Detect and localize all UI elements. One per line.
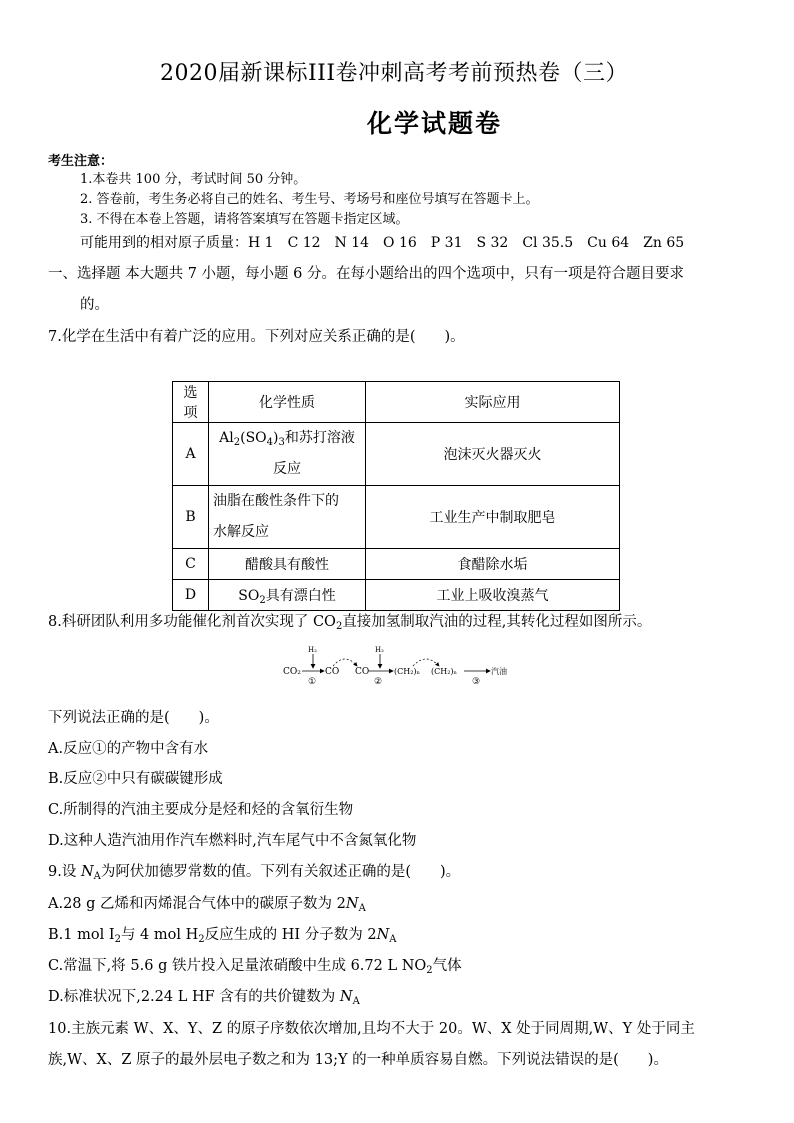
q9-option-c: C.常温下,将 5.6 g 铁片投入足量浓硝酸中生成 6.72 L $NO_2$气体 — [48, 958, 462, 976]
step-3-label: ③ — [472, 677, 481, 687]
table-row — [173, 549, 620, 580]
table-header: 实际应用 — [366, 382, 620, 423]
dashed-arc-2 — [413, 659, 439, 666]
q10-stem-line1: 10.主族元素 W、X、Y、Z 的原子序数依次增加,且均不大于 20。W、X 处于同周期,W、Y 处于同主 — [48, 1021, 695, 1037]
table-header: 选项 — [173, 382, 209, 423]
h2-label: H₂ — [308, 646, 317, 654]
table-cell-use: 食醋除水垢 — [366, 549, 620, 580]
notice-item: 3. 不得在本卷上答题，请将答案填写在答题卡指定区域。 — [80, 212, 409, 227]
table-cell-property: 油脂在酸性条件下的 水解反应 — [209, 486, 366, 549]
gasoline-label: 汽油 — [491, 667, 507, 676]
ch2n-label-1: (CH₂)ₙ — [394, 667, 421, 676]
section-heading-cont: 的。 — [80, 297, 109, 313]
q9-option-a: A.28 g 乙烯和丙烯混合气体中的碳原子数为 $2N_A$ — [48, 896, 366, 914]
table-row — [173, 486, 620, 549]
section-heading: 一、选择题 本大题共 7 小题，每小题 6 分。在每小题给出的四个选项中，只有一项是符合题目要求 — [48, 266, 684, 282]
co-label-2: CO — [355, 667, 370, 677]
table-cell-option: A — [173, 423, 209, 486]
q9-stem: 9.设 $N_A$为阿伏加德罗常数的值。下列有关叙述正确的是( )。 — [48, 864, 461, 882]
q8-lead: 下列说法正确的是( )。 — [48, 710, 219, 726]
table-cell-option: D — [173, 580, 209, 611]
table-cell-use: 工业上吸收溴蒸气 — [366, 580, 620, 611]
q8-option-d: D.这种人造汽油用作汽车燃料时,汽车尾气中不含氮氧化物 — [48, 833, 417, 849]
notice-item: 1.本卷共 100 分，考试时间 50 分钟。 — [80, 172, 307, 187]
co-label-1: CO — [325, 667, 340, 677]
q7-table — [172, 381, 620, 611]
step-2-label: ② — [374, 677, 383, 687]
notice-heading: 考生注意： — [48, 154, 114, 169]
q8-option-b: B.反应②中只有碳碳键形成 — [48, 771, 223, 787]
q7-stem: 7.化学在生活中有着广泛的应用。下列对应关系正确的是( )。 — [48, 329, 465, 345]
table-cell-property: $Al_2(SO_4)_3$和苏打溶液 反应 — [209, 423, 366, 486]
page-subtitle: 化学试题卷 — [367, 109, 503, 138]
table-cell-option: C — [173, 549, 209, 580]
q10-stem-line2: 族,W、X、Z 原子的最外层电子数之和为 13;Y 的一种单质容易自燃。下列说法错误的是( )。 — [48, 1052, 668, 1068]
conversion-diagram — [283, 640, 513, 690]
h2-label-2: H₂ — [375, 646, 384, 654]
notice-item: 2. 答卷前，考生务必将自己的姓名、考生号、考场号和座位号填写在答题卡上。 — [80, 192, 539, 207]
q8-stem: 8.科研团队利用多功能催化剂首次实现了 $CO_2$直接加氢制取汽油的过程,其转化过程如图所示。 — [48, 614, 652, 632]
table-cell-property: $SO_2$具有漂白性 — [209, 580, 366, 611]
table-cell-property: 醋酸具有酸性 — [209, 549, 366, 580]
table-header: 化学性质 — [209, 382, 366, 423]
table-cell-use: 泡沫灭火器灭火 — [366, 423, 620, 486]
table-row — [173, 423, 620, 486]
co2-label: CO₂ — [283, 667, 301, 677]
table-row — [173, 580, 620, 611]
atomic-masses: 可能用到的相对原子质量：H 1 C 12 N 14 O 16 P 31 S 32 Cl 35.5 Cu 64 Zn 65 — [80, 235, 685, 251]
ch2n-label-2: (CH₂)ₙ — [431, 667, 458, 676]
q8-option-c: C.所制得的汽油主要成分是烃和烃的含氧衍生物 — [48, 802, 354, 818]
page-title: 2020届新课标III卷冲刺高考考前预热卷（三） — [160, 61, 629, 86]
step-1-label: ① — [308, 677, 317, 687]
q9-option-d: D.标准状况下,2.24 L HF 含有的共价键数为 $N_A$ — [48, 989, 360, 1007]
table-cell-option: B — [173, 486, 209, 549]
table-header-row — [173, 382, 620, 423]
dashed-arc-1 — [333, 659, 357, 666]
q8-option-a: A.反应①的产物中含有水 — [48, 741, 209, 757]
q9-option-b: B.1 mol $I_2$与 4 mol $H_2$反应生成的 HI 分子数为 $2N_A$ — [48, 927, 397, 945]
table-cell-use: 工业生产中制取肥皂 — [366, 486, 620, 549]
